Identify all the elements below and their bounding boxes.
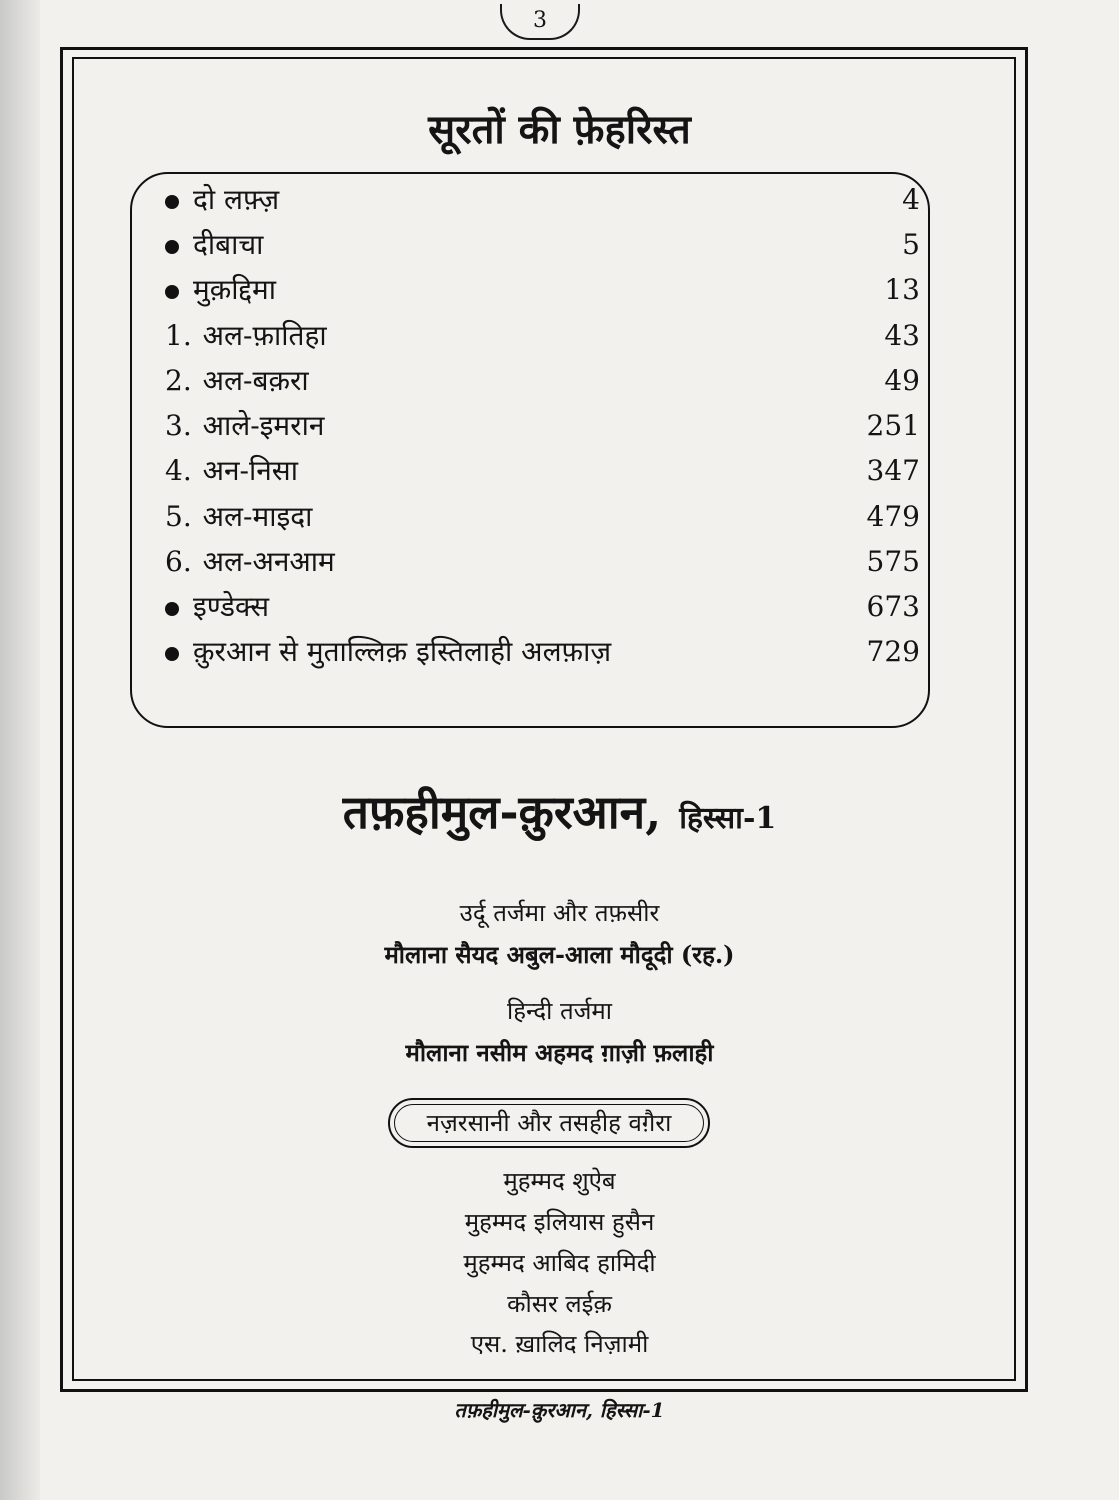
toc-entry-page: 4	[902, 183, 920, 216]
toc-title: सूरतों की फ़ेहरिस्त	[428, 106, 691, 153]
toc-entry-label: अल-अनआम	[202, 545, 335, 578]
toc-entry	[165, 404, 920, 448]
running-footer: तफ़हीमुल-क़ुरआन, हिस्सा-1	[454, 1398, 665, 1422]
toc-entry-page: 49	[884, 364, 920, 397]
book-title-main: तफ़हीमुल-क़ुरआन,	[342, 785, 662, 839]
bullet-icon	[165, 195, 179, 209]
toc-entry-page: 673	[866, 590, 920, 623]
toc-entry-page: 5	[902, 228, 920, 261]
toc-entry-label: दीबाचा	[193, 228, 264, 261]
toc-entry	[165, 495, 920, 539]
translator-name: मौलाना नसीम अहमद ग़ाज़ी फ़लाही	[405, 1038, 714, 1067]
toc-entry-page: 729	[866, 635, 920, 668]
toc-entry	[165, 178, 920, 222]
hindi-translation-label: हिन्दी तर्जमा	[506, 997, 613, 1025]
reviewer-name: मुहम्मद शुऐब	[503, 1167, 616, 1195]
toc-entry	[165, 630, 920, 674]
bullet-icon	[165, 647, 179, 661]
toc-entry	[165, 314, 920, 358]
toc-entry-number: 3.	[165, 409, 192, 442]
page-number: 3	[500, 4, 580, 40]
reviewer-name: एस. ख़ालिद निज़ामी	[470, 1330, 649, 1358]
book-part: हिस्सा-1	[679, 801, 777, 836]
toc-entry-label: अल-बक़रा	[202, 364, 309, 397]
bullet-icon	[165, 602, 179, 616]
toc-entry	[165, 223, 920, 267]
toc-entry	[165, 359, 920, 403]
reviewer-name: कौसर लईक़	[507, 1290, 612, 1318]
reviewer-name: मुहम्मद इलियास हुसैन	[464, 1208, 655, 1236]
toc-entry-number: 5.	[165, 500, 192, 533]
toc-entry-page: 13	[884, 273, 920, 306]
toc-entry-page: 251	[866, 409, 920, 442]
bullet-icon	[165, 240, 179, 254]
toc-entry	[165, 268, 920, 312]
toc-entry-label: अल-फ़ातिहा	[202, 319, 327, 352]
toc-entry-label: आले-इमरान	[202, 409, 325, 442]
toc-entry-page: 347	[866, 454, 920, 487]
toc-entry	[165, 449, 920, 493]
toc-entry	[165, 585, 920, 629]
toc-entry	[165, 540, 920, 584]
review-label-box	[388, 1098, 710, 1148]
toc-entry-label: अन-निसा	[202, 454, 298, 487]
toc-entry-number: 2.	[165, 364, 192, 397]
toc-entry-number: 1.	[165, 319, 192, 352]
book-title	[0, 780, 1119, 842]
toc-entry-label: इण्डेक्स	[193, 590, 270, 623]
toc-entry-number: 6.	[165, 545, 192, 578]
toc-entry-label: दो लफ़्ज़	[193, 183, 280, 216]
urdu-translation-label: उर्दू तर्जमा और तफ़सीर	[459, 899, 660, 927]
reviewer-name: मुहम्मद आबिद हामिदी	[463, 1249, 656, 1277]
toc-entry-page: 479	[866, 500, 920, 533]
toc-entry-page: 575	[866, 545, 920, 578]
bullet-icon	[165, 285, 179, 299]
toc-entry-label: मुक़द्दिमा	[193, 273, 277, 306]
toc-entry-page: 43	[884, 319, 920, 352]
toc-entry-number: 4.	[165, 454, 192, 487]
toc-entry-label: क़ुरआन से मुताल्लिक़ इस्तिलाही अलफ़ाज़	[193, 635, 612, 668]
author-name: मौलाना सैयद अबुल-आला मौदूदी (रह.)	[384, 940, 735, 969]
review-label: नज़रसानी और तसहीह वग़ैरा	[426, 1109, 672, 1137]
toc-entry-label: अल-माइदा	[202, 500, 313, 533]
